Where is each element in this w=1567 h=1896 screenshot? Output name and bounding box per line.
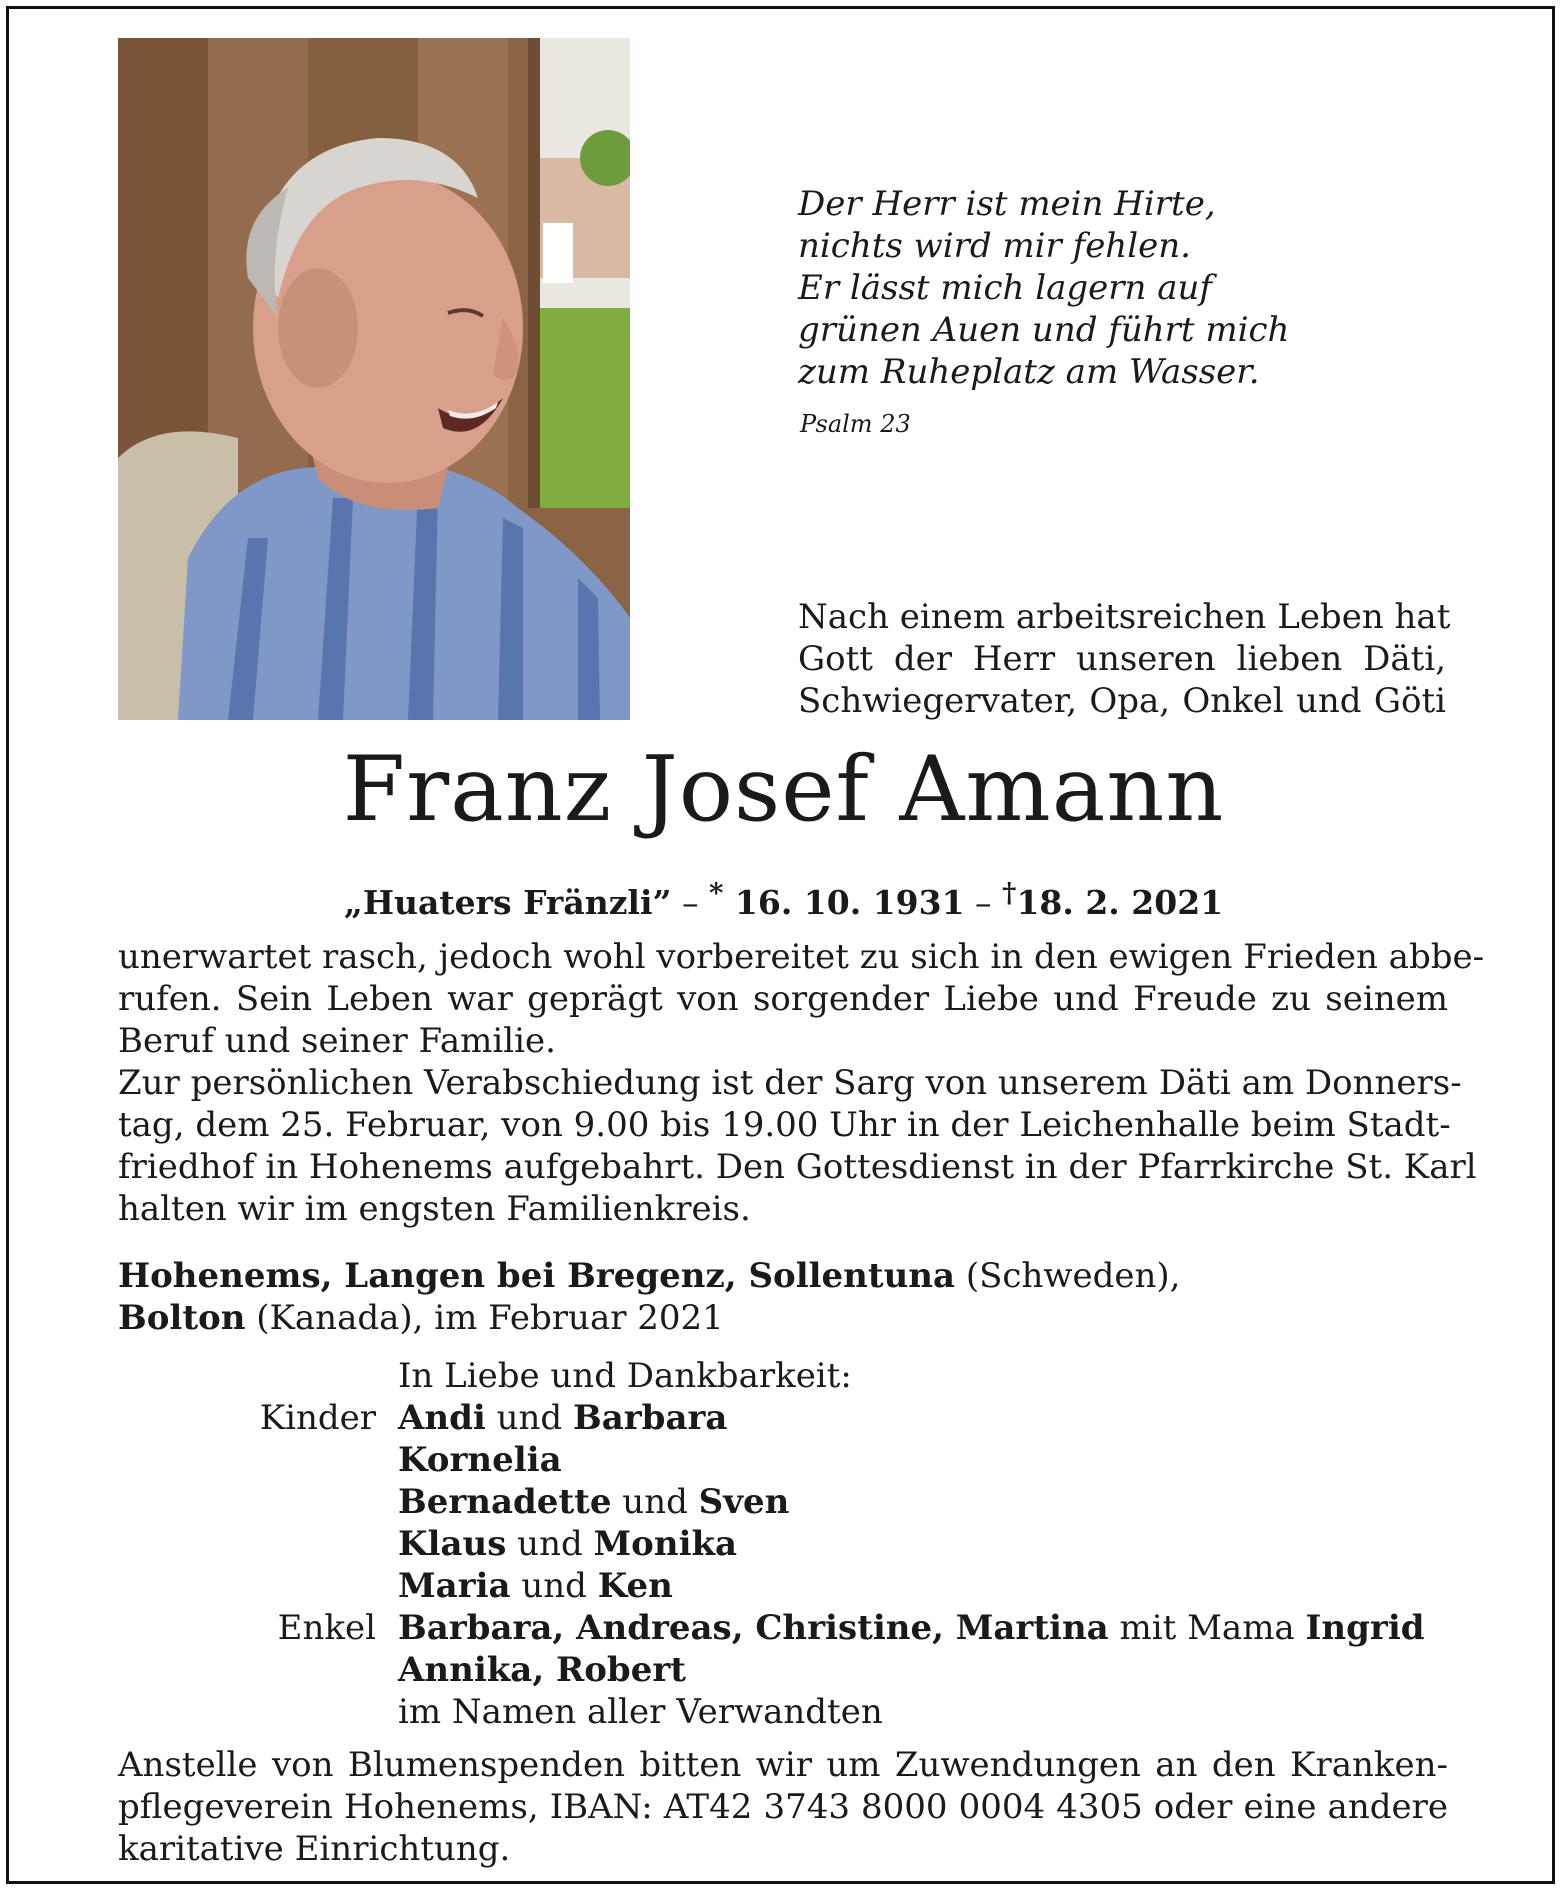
psalm-quote xyxy=(798,183,1448,393)
psalm-line: nichts wird mir fehlen. xyxy=(798,226,1191,266)
deceased-name: Franz Josef Amann xyxy=(342,737,1225,842)
places-rest: (Kanada), im Februar 2021 xyxy=(245,1298,724,1338)
body-line: friedhof in Hohenems aufgebahrt. Den Gottesdienst in der Pfarrkirche St. Karl xyxy=(118,1147,1477,1187)
conjunction: und xyxy=(611,1482,699,1522)
birth-symbol: * xyxy=(709,877,724,909)
relatives-note: im Namen aller Verwandten xyxy=(398,1692,883,1732)
nickname: „Huaters Fränzli” xyxy=(343,883,672,922)
conjunction: und xyxy=(485,1398,573,1438)
closing-line: Anstelle von Blumenspenden bitten wir um Zuwendungen an den Kranken- xyxy=(118,1745,1448,1785)
conjunction: und xyxy=(506,1524,594,1564)
life-dates xyxy=(0,873,1567,923)
child-name: Bernadette xyxy=(398,1482,612,1522)
portrait-illustration xyxy=(118,38,630,720)
psalm-reference: Psalm 23 xyxy=(800,410,911,438)
kinder-label: Kinder xyxy=(259,1398,376,1438)
psalm-line: zum Ruheplatz am Wasser. xyxy=(798,352,1260,392)
death-date: 18. 2. 2021 xyxy=(1016,883,1224,922)
intro-line: Schwiegervater, Opa, Onkel und Göti xyxy=(798,681,1446,721)
closing-line: pflegeverein Hohenems, IBAN: AT42 3743 8000 0004 4305 oder eine andere xyxy=(118,1787,1448,1827)
body-line: rufen. Sein Leben war geprägt von sorgender Liebe und Freude zu seinem xyxy=(118,979,1448,1019)
portrait-photo xyxy=(118,38,630,720)
mother-name: Ingrid xyxy=(1305,1608,1425,1648)
psalm-line: Er lässt mich lagern auf xyxy=(798,268,1212,308)
body-line: halten wir im engsten Familienkreis. xyxy=(118,1189,751,1229)
family-list xyxy=(118,1355,1448,1733)
partner-name: Barbara xyxy=(572,1398,728,1438)
death-symbol: † xyxy=(1002,877,1017,909)
child-name: Kornelia xyxy=(398,1440,562,1480)
body-line: Zur persönlichen Verabschiedung ist der Sarg von unserem Däti am Donners- xyxy=(118,1063,1462,1103)
body-line: Beruf und seiner Familie. xyxy=(118,1021,556,1061)
family-heading: In Liebe und Dankbarkeit: xyxy=(398,1356,852,1396)
places-bold: Bolton xyxy=(118,1298,246,1338)
birth-date: 16. 10. 1931 xyxy=(734,883,965,922)
closing-line: karitative Einrichtung. xyxy=(118,1829,511,1869)
grandchildren-names: Barbara, Andreas, Christine, Martina xyxy=(398,1608,1109,1648)
child-name: Andi xyxy=(398,1398,486,1438)
body-line: unerwartet rasch, jedoch wohl vorbereitet zu sich in den ewigen Frieden abbe- xyxy=(118,937,1485,977)
child-name: Klaus xyxy=(398,1524,507,1564)
child-name: Maria xyxy=(398,1566,511,1606)
partner-name: Monika xyxy=(593,1524,738,1564)
separator: – xyxy=(682,883,699,922)
psalm-line: grünen Auen und führt mich xyxy=(798,310,1290,350)
intro-text xyxy=(798,596,1451,722)
body-line: tag, dem 25. Februar, von 9.00 bis 19.00 Uhr in der Leichenhalle beim Stadt- xyxy=(118,1105,1451,1145)
enkel-label: Enkel xyxy=(277,1608,376,1648)
intro-line: Gott der Herr unseren lieben Däti, xyxy=(798,639,1446,679)
conjunction: und xyxy=(510,1566,598,1606)
obituary-body xyxy=(118,936,1485,1230)
places-and-date xyxy=(118,1255,1448,1339)
places-rest: (Schweden), xyxy=(955,1256,1181,1296)
separator: – xyxy=(975,883,992,922)
partner-name: Sven xyxy=(698,1482,790,1522)
grandchildren-names: Annika, Robert xyxy=(398,1650,686,1690)
donation-note xyxy=(118,1744,1448,1870)
intro-line: Nach einem arbeitsreichen Leben hat xyxy=(798,597,1451,637)
partner-name: Ken xyxy=(597,1566,673,1606)
places-bold: Hohenems, Langen bei Bregenz, Sollentuna xyxy=(118,1256,956,1296)
mother-prefix: mit Mama xyxy=(1108,1608,1306,1648)
psalm-line: Der Herr ist mein Hirte, xyxy=(798,184,1216,224)
